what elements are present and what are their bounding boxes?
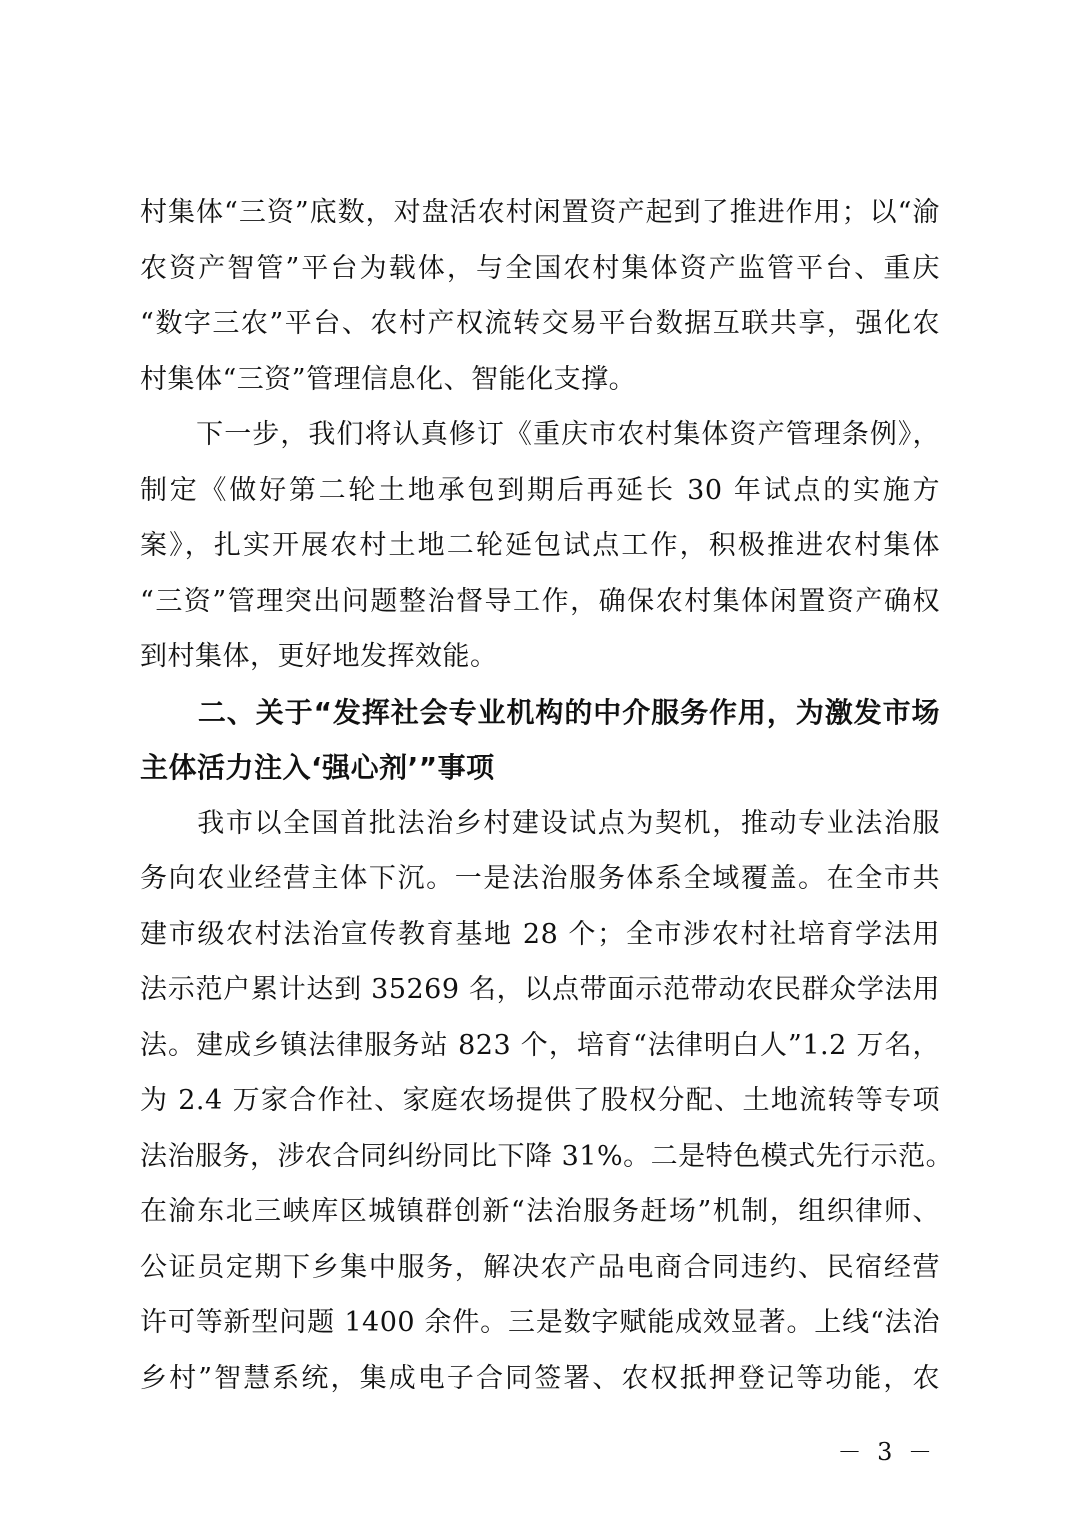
text-line: 建市级农村法治宣传教育基地 28 个；全市涉农村社培育学法用 <box>140 918 940 950</box>
text-line: “三资”管理突出问题整治督导工作，确保农村集体闲置资产确权 <box>140 585 940 617</box>
paragraph-1 <box>140 185 940 407</box>
text-line: 在渝东北三峡库区城镇群创新“法治服务赶场”机制，组织律师、 <box>140 1196 940 1227</box>
text-line: 下一步，我们将认真修订《重庆市农村集体资产管理条例》， <box>140 419 940 450</box>
text-line: 务向农业经营主体下沉。一是法治服务体系全域覆盖。在全市共 <box>140 863 940 894</box>
page-number: － 3 － <box>837 1438 936 1466</box>
heading-line: 二、关于“发挥社会专业机构的中介服务作用，为激发市场 <box>140 695 940 729</box>
text-line: 我市以全国首批法治乡村建设试点为契机，推动专业法治服 <box>140 807 940 839</box>
section-heading <box>140 685 940 796</box>
text-line: “数字三农”平台、农村产权流转交易平台数据互联共享，强化农 <box>140 308 940 339</box>
paragraph-2 <box>140 407 940 685</box>
text-line: 制定《做好第二轮土地承包到期后再延长 30 年试点的实施方 <box>140 474 940 506</box>
heading-line: 主体活力注入‘强心剂’”事项 <box>140 751 495 784</box>
text-line: 公证员定期下乡集中服务，解决农产品电商合同违约、民宿经营 <box>140 1251 940 1283</box>
text-line: 许可等新型问题 1400 余件。三是数字赋能成效显著。上线“法治 <box>140 1307 940 1338</box>
text-line: 法治服务，涉农合同纠纷同比下降 31%。二是特色模式先行示范。 <box>140 1140 954 1172</box>
text-line: 村集体“三资”管理信息化、智能化支撑。 <box>140 363 637 395</box>
paragraph-3 <box>140 796 954 1407</box>
text-line: 法示范户累计达到 35269 名，以点带面示范带动农民群众学法用 <box>140 974 940 1005</box>
text-line: 村集体“三资”底数，对盘活农村闲置资产起到了推进作用；以“渝 <box>140 197 940 228</box>
text-line: 到村集体，更好地发挥效能。 <box>140 641 498 672</box>
text-line: 乡村”智慧系统，集成电子合同签署、农权抵押登记等功能，农 <box>140 1362 940 1394</box>
text-line: 为 2.4 万家合作社、家庭农场提供了股权分配、土地流转等专项 <box>140 1085 940 1116</box>
text-line: 案》，扎实开展农村土地二轮延包试点工作，积极推进农村集体 <box>140 530 940 561</box>
text-line: 法。建成乡镇法律服务站 823 个，培育“法律明白人”1.2 万名， <box>140 1029 940 1061</box>
document-body <box>140 185 954 1406</box>
text-line: 农资产智管”平台为载体，与全国农村集体资产监管平台、重庆 <box>140 252 940 284</box>
